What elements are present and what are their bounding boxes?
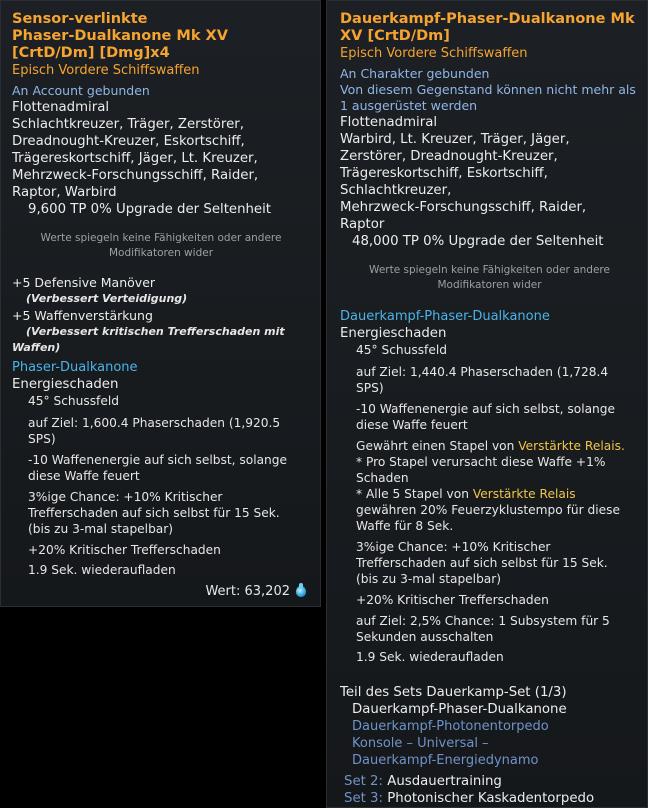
modifier-list xyxy=(12,274,310,356)
modifier-desc: Waffen) xyxy=(12,341,61,354)
modifier-name: +5 Waffenverstärkung xyxy=(12,308,153,323)
subsystem-proc: auf Ziel: 2,5% Chance: 1 Subsystem für 5 Sekunden ausschalten xyxy=(356,614,610,644)
crit-damage-bonus: +20% Kritischer Trefferschaden xyxy=(28,543,221,557)
weapon-name: Phaser-Dualkanone xyxy=(12,360,138,375)
weapon-name: Dauerkampf-Phaser-Dualkanone xyxy=(340,309,550,324)
set-item-owned: Dauerkampf-Phaser-Dualkanone xyxy=(352,702,567,717)
upgrade-progress: 9,600 TP 0% Upgrade der Seltenheit xyxy=(28,202,272,217)
item-title: Dauerkampf-Phaser-Dualkanone Mk XV [CrtD/Dm] xyxy=(340,11,635,44)
set-item: Dauerkampf-Photonentorpedo xyxy=(352,719,549,734)
modifier-name: +5 Defensive Manöver xyxy=(12,275,156,290)
energy-drain: -10 Waffenenergie auf sich selbst, solange diese Waffe feuert xyxy=(28,453,288,483)
equip-limit: Von diesem Gegenstand können nicht mehr als 1 ausgerüstet werden xyxy=(340,82,636,113)
item-tooltip-left xyxy=(0,0,321,607)
binding-text: An Account gebunden xyxy=(12,83,150,98)
crit-chance-proc: 3%ige Chance: +10% Kritischer Trefferschaden auf sich selbst für 15 Sek. (bis zu 3-mal stapelbar) xyxy=(356,540,608,586)
item-tooltip-right xyxy=(326,0,648,808)
stack-name-link: Verstärkte Relais xyxy=(472,487,576,501)
required-rank: Flottenadmiral xyxy=(340,115,438,130)
stats-disclaimer: Werte spiegeln keine Fähigkeiten oder andere Modifikatoren wider xyxy=(369,264,610,291)
recharge-time: 1.9 Sek. wiederaufladen xyxy=(356,650,504,664)
binding-text: An Charakter gebunden xyxy=(340,66,490,81)
stack-name-link: Verstärkte Relais. xyxy=(518,439,625,453)
required-rank: Flottenadmiral xyxy=(12,100,110,115)
set-item: Konsole – Universal – xyxy=(352,736,489,751)
modifier-desc: (Verbessert kritischen Trefferschaden mit xyxy=(26,325,285,338)
damage-type: Energieschaden xyxy=(12,377,119,392)
set-bonus: Set 3: Photonischer Kaskadentorpedo xyxy=(344,791,595,806)
ship-type-list: Warbird, Lt. Kreuzer, Träger, Jäger, Zerstörer, Dreadnought-Kreuzer, Trägereskortschiff, Eskortschiff, Schlachtkreuzer, Mehrzweck-Forschungsschiff, Raider, Raptor xyxy=(340,132,587,232)
crit-damage-bonus: +20% Kritischer Trefferschaden xyxy=(356,593,549,607)
ship-type-list: Schlachtkreuzer, Träger, Zerstörer, Dreadnought-Kreuzer, Eskortschiff, Trägereskortschiff, Jäger, Lt. Kreuzer, Mehrzweck-Forschungsschiff, Raider, Raptor, Warbird xyxy=(12,117,259,200)
item-title: Sensor-verlinkte Phaser-Dualkanone Mk XV [CrtD/Dm] [Dmg]x4 xyxy=(12,11,228,61)
dilithium-coin-icon xyxy=(295,583,308,599)
damage-type: Energieschaden xyxy=(340,326,447,341)
crit-chance-proc: 3%ige Chance: +10% Kritischer Trefferschaden auf sich selbst für 15 Sek. (bis zu 3-mal stapelbar) xyxy=(28,490,280,536)
item-set xyxy=(340,684,639,807)
energy-drain: -10 Waffenenergie auf sich selbst, solange diese Waffe feuert xyxy=(356,402,616,432)
set-item: Dauerkampf-Energiedynamo xyxy=(352,753,539,768)
on-target-damage: auf Ziel: 1,600.4 Phaserschaden (1,920.5 SPS) xyxy=(28,416,281,446)
modifier-desc: (Verbessert Verteidigung) xyxy=(26,292,188,305)
on-target-damage: auf Ziel: 1,440.4 Phaserschaden (1,728.4 SPS) xyxy=(356,365,609,395)
stack-effect: Gewährt einen Stapel von Verstärkte Relais. * Pro Stapel verursacht diese Waffe +1% Schaden * Alle 5 Stapel von Verstärkte Relais gewähren 20% Feuerzyklustempo für diese Waffe für 8 Sek. xyxy=(356,439,625,533)
stats-disclaimer: Werte spiegeln keine Fähigkeiten oder andere Modifikatoren wider xyxy=(40,232,282,259)
item-rarity: Episch Vordere Schiffswaffen xyxy=(340,46,528,61)
firing-arc: 45° Schussfeld xyxy=(356,343,447,357)
firing-arc: 45° Schussfeld xyxy=(28,394,119,408)
recharge-time: 1.9 Sek. wiederaufladen xyxy=(28,563,176,577)
upgrade-progress: 48,000 TP 0% Upgrade der Seltenheit xyxy=(352,234,604,249)
item-value: Wert: 63,202 xyxy=(12,583,310,599)
set-bonus: Set 2: Ausdauertraining xyxy=(344,774,502,789)
set-title: Teil des Sets Dauerkamp-Set (1/3) xyxy=(340,685,567,700)
item-rarity: Episch Vordere Schiffswaffen xyxy=(12,63,200,78)
